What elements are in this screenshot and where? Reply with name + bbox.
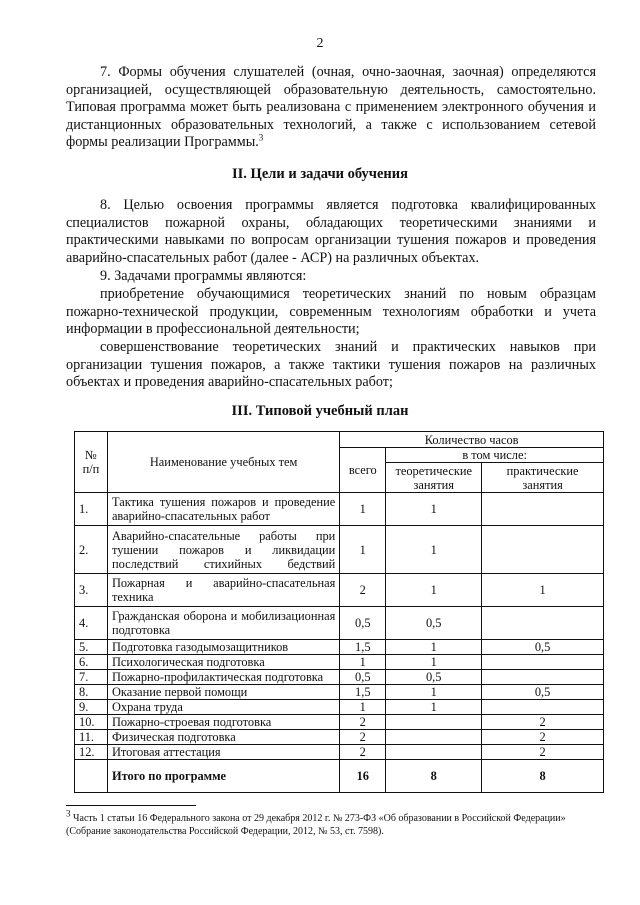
row-practice	[482, 526, 604, 574]
row-practice: 1	[482, 574, 604, 607]
row-total: 2	[340, 574, 386, 607]
section-heading-goals: II. Цели и задачи обучения	[232, 166, 408, 182]
task-item-1: приобретение обучающимися теоретических знаний по новым образцам пожарно-технической продукции, современным технологиям обработки и учета информации в профессиональной деятельности;	[66, 286, 596, 338]
row-number: 1.	[75, 493, 108, 526]
footnote	[66, 808, 600, 838]
row-number: 8.	[75, 685, 108, 700]
row-total: 1	[340, 526, 386, 574]
row-topic: Охрана труда	[107, 700, 339, 715]
table-row	[75, 700, 604, 715]
row-theory: 1	[386, 574, 482, 607]
row-number: 3.	[75, 574, 108, 607]
paragraph-7-text: 7. Формы обучения слушателей (очная, очно-заочная, заочная) определяются организацией, осуществляющей образовательную деятельность, самостоятельно. Типовая программа может быть реализована с применением электронного обучения и дистанционных образовательных технологий, а также с использованием сетевой формы реализации Программы.	[66, 64, 596, 151]
table-row	[75, 685, 604, 700]
row-topic: Пожарно-профилактическая подготовка	[107, 670, 339, 685]
section-heading-plan: III. Типовой учебный план	[231, 403, 409, 419]
footnote-text: Часть 1 статьи 16 Федерального закона от 29 декабря 2012 г. № 273-ФЗ «Об образовании в Российской Федерации» (Собрание законодательства Российской Федерации, 2012, № 53, ст. 7598).	[66, 813, 566, 837]
table-row	[75, 607, 604, 640]
row-topic: Оказание первой помощи	[107, 685, 339, 700]
row-practice	[482, 670, 604, 685]
table-row	[75, 715, 604, 730]
row-number: 10.	[75, 715, 108, 730]
total-theory: 8	[386, 760, 482, 793]
table-header-row	[75, 432, 604, 448]
row-theory	[386, 745, 482, 760]
footnote-ref: 3	[258, 132, 264, 143]
row-theory	[386, 730, 482, 745]
row-topic: Тактика тушения пожаров и проведение аварийно-спасательных работ	[107, 493, 339, 526]
paragraph-8: 8. Целью освоения программы является подготовка квалифицированных специалистов пожарной охраны, обладающих теоретическими знаниями и практическими навыками по вопросам организации тушения пожаров и проведения аварийно-спасательных работ (далее - АСР) на различных объектах.	[66, 197, 596, 266]
row-practice	[482, 655, 604, 670]
row-practice: 0,5	[482, 685, 604, 700]
table-row	[75, 730, 604, 745]
header-topic: Наименование учебных тем	[107, 432, 339, 493]
row-theory: 0,5	[386, 670, 482, 685]
row-number: 12.	[75, 745, 108, 760]
row-total: 1	[340, 700, 386, 715]
header-practice: практические занятия	[482, 463, 604, 493]
row-practice	[482, 493, 604, 526]
row-total: 1	[340, 655, 386, 670]
row-theory: 1	[386, 493, 482, 526]
row-number: 4.	[75, 607, 108, 640]
header-including: в том числе:	[386, 448, 604, 463]
row-topic: Подготовка газодымозащитников	[107, 640, 339, 655]
row-total: 0,5	[340, 607, 386, 640]
header-total: всего	[340, 448, 386, 493]
paragraph-7	[66, 64, 596, 152]
row-practice: 2	[482, 745, 604, 760]
paragraph-9: 9. Задачами программы являются:	[100, 268, 307, 284]
row-theory: 1	[386, 685, 482, 700]
row-topic: Психологическая подготовка	[107, 655, 339, 670]
table-row	[75, 655, 604, 670]
footnote-mark: 3	[66, 808, 71, 819]
row-total: 2	[340, 715, 386, 730]
table-row	[75, 640, 604, 655]
row-practice	[482, 700, 604, 715]
table-total-row	[75, 760, 604, 793]
curriculum-table	[74, 431, 604, 793]
row-theory: 1	[386, 700, 482, 715]
row-theory: 1	[386, 526, 482, 574]
total-label: Итого по программе	[107, 760, 339, 793]
row-topic: Гражданская оборона и мобилизационная подготовка	[107, 607, 339, 640]
header-number: № п/п	[75, 432, 108, 493]
row-topic: Пожарно-строевая подготовка	[107, 715, 339, 730]
row-number: 11.	[75, 730, 108, 745]
row-theory: 1	[386, 640, 482, 655]
total-all: 16	[340, 760, 386, 793]
row-practice: 2	[482, 730, 604, 745]
table-row	[75, 493, 604, 526]
row-total: 0,5	[340, 670, 386, 685]
row-total: 1,5	[340, 640, 386, 655]
table-row	[75, 574, 604, 607]
row-number: 7.	[75, 670, 108, 685]
row-total: 2	[340, 745, 386, 760]
page-number: 2	[316, 36, 324, 51]
table-row	[75, 670, 604, 685]
row-number: 6.	[75, 655, 108, 670]
footnote-divider	[66, 805, 196, 806]
row-theory: 1	[386, 655, 482, 670]
row-total: 2	[340, 730, 386, 745]
table-row	[75, 745, 604, 760]
row-theory: 0,5	[386, 607, 482, 640]
row-total: 1,5	[340, 685, 386, 700]
row-number: 2.	[75, 526, 108, 574]
row-topic: Пожарная и аварийно-спасательная техника	[107, 574, 339, 607]
row-theory	[386, 715, 482, 730]
row-topic: Итоговая аттестация	[107, 745, 339, 760]
row-topic: Физическая подготовка	[107, 730, 339, 745]
header-theory: теоретические занятия	[386, 463, 482, 493]
row-practice: 2	[482, 715, 604, 730]
table-row	[75, 526, 604, 574]
total-number-cell	[75, 760, 108, 793]
row-number: 5.	[75, 640, 108, 655]
row-number: 9.	[75, 700, 108, 715]
task-item-2: совершенствование теоретических знаний и практических навыков при организации тушения пожаров, а также тактики тушения пожаров на различных объектах и проведения аварийно-спасательных работ;	[66, 339, 596, 391]
row-practice: 0,5	[482, 640, 604, 655]
header-hours: Количество часов	[340, 432, 604, 448]
row-total: 1	[340, 493, 386, 526]
row-topic: Аварийно-спасательные работы при тушении пожаров и ликвидации последствий стихийных бедствий	[107, 526, 339, 574]
row-practice	[482, 607, 604, 640]
total-practice: 8	[482, 760, 604, 793]
